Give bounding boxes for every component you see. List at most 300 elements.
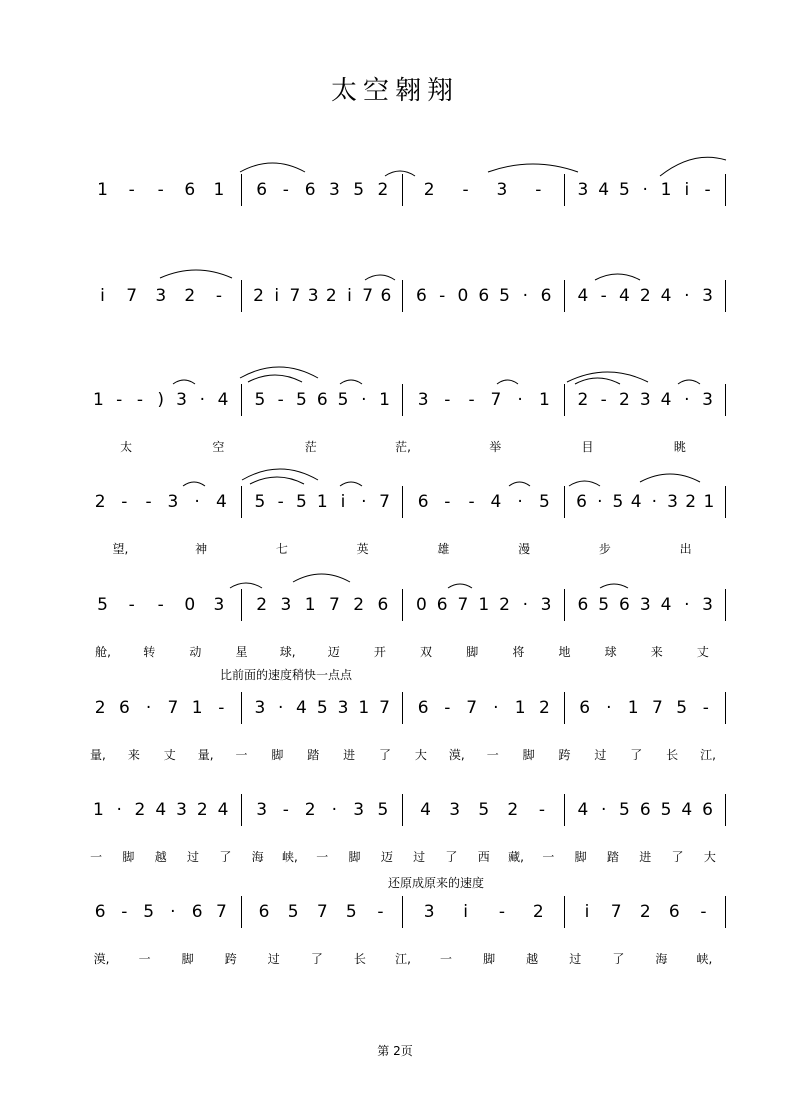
lyric-syllable: 量, bbox=[197, 748, 214, 762]
jianpu-note: - bbox=[282, 180, 289, 200]
slur-arc bbox=[600, 584, 628, 588]
lyric-syllable: 将 bbox=[512, 645, 525, 659]
jianpu-note: - bbox=[277, 390, 284, 410]
jianpu-note: 1 bbox=[304, 595, 316, 615]
jianpu-note: · bbox=[517, 492, 523, 512]
jianpu-note: · bbox=[522, 595, 529, 615]
jianpu-note: · bbox=[199, 390, 206, 410]
jianpu-note: 7 bbox=[167, 698, 179, 718]
jianpu-note: 4 bbox=[217, 800, 229, 820]
lyric-syllable: 越 bbox=[526, 952, 539, 966]
lyric-syllable: 越 bbox=[154, 850, 167, 864]
bar-line bbox=[241, 692, 242, 724]
jianpu-note: - bbox=[121, 492, 128, 512]
jianpu-note: - bbox=[444, 390, 451, 410]
slur-arc bbox=[183, 482, 205, 486]
jianpu-note: 4 bbox=[215, 492, 227, 512]
slur-arc bbox=[595, 274, 640, 280]
jianpu-note: 6 bbox=[417, 492, 429, 512]
jianpu-note: 5 bbox=[676, 698, 688, 718]
bar-line bbox=[725, 692, 726, 724]
jianpu-note: 6 bbox=[619, 595, 630, 615]
jianpu-note: - bbox=[444, 698, 451, 718]
jianpu-note: 3 bbox=[155, 286, 167, 306]
jianpu-note: 4 bbox=[681, 800, 693, 820]
lyric-syllable: 过 bbox=[569, 952, 582, 966]
jianpu-note: 5 bbox=[499, 286, 510, 306]
tempo-note-restore: 还原成原来的速度 bbox=[388, 876, 485, 890]
bar-line bbox=[725, 896, 726, 928]
slur-arc bbox=[385, 171, 415, 176]
lyric-syllable: 举 bbox=[489, 440, 502, 454]
jianpu-note: 6 bbox=[540, 286, 552, 306]
score-system bbox=[0, 800, 790, 880]
jianpu-note: 3 bbox=[702, 595, 713, 615]
jianpu-note: 3 bbox=[667, 492, 678, 512]
jianpu-note: 2 bbox=[639, 286, 651, 306]
lyric-syllable: 英 bbox=[356, 542, 369, 556]
jianpu-note: 1 bbox=[660, 180, 672, 200]
bar-line bbox=[725, 384, 726, 416]
jianpu-note: 4 bbox=[598, 180, 610, 200]
jianpu-note: 0 bbox=[457, 286, 469, 306]
bar-line bbox=[402, 692, 403, 724]
jianpu-note: 3 bbox=[176, 800, 187, 820]
jianpu-note: 5 bbox=[296, 390, 307, 410]
jianpu-note: - bbox=[535, 180, 542, 200]
jianpu-note: 7 bbox=[490, 390, 502, 410]
jianpu-note: 3 bbox=[307, 286, 319, 306]
bar-line bbox=[241, 794, 242, 826]
bar-line bbox=[725, 280, 726, 312]
slur-arc bbox=[340, 380, 362, 384]
jianpu-note: 6 bbox=[417, 698, 429, 718]
jianpu-note: 6 bbox=[668, 902, 680, 922]
jianpu-note: 4 bbox=[296, 698, 307, 718]
jianpu-note: 7 bbox=[126, 286, 138, 306]
jianpu-note: 6 bbox=[377, 595, 389, 615]
jianpu-note: 3 bbox=[328, 180, 340, 200]
bar-line bbox=[241, 589, 242, 621]
jianpu-note: 2 bbox=[253, 286, 264, 306]
jianpu-note: 5 bbox=[353, 180, 365, 200]
bar-line bbox=[725, 589, 726, 621]
bar-line bbox=[725, 174, 726, 206]
bar-line bbox=[725, 486, 726, 518]
bar-line bbox=[564, 589, 565, 621]
jianpu-note: 0 bbox=[415, 595, 427, 615]
jianpu-note: i bbox=[463, 902, 468, 922]
bar-line bbox=[402, 896, 403, 928]
jianpu-note: 4 bbox=[155, 800, 167, 820]
jianpu-note: - bbox=[377, 902, 384, 922]
lyric-syllable: 一 bbox=[486, 748, 499, 762]
jianpu-note: 6 bbox=[256, 180, 268, 200]
jianpu-note: 6 bbox=[191, 902, 203, 922]
lyric-syllable: 七 bbox=[275, 542, 288, 556]
lyric-syllable: 漠, bbox=[448, 748, 465, 762]
lyric-syllable: 茫, bbox=[395, 440, 411, 454]
lyric-syllable: 星 bbox=[235, 645, 248, 659]
jianpu-note: 3 bbox=[449, 800, 461, 820]
slur-arc bbox=[497, 380, 518, 384]
jianpu-note: 5 bbox=[337, 390, 349, 410]
jianpu-note: 2 bbox=[94, 492, 106, 512]
jianpu-note: 5 bbox=[598, 595, 610, 615]
jianpu-note: · bbox=[517, 390, 523, 410]
jianpu-note: 7 bbox=[466, 698, 478, 718]
jianpu-note: 6 bbox=[577, 595, 589, 615]
score-system bbox=[0, 595, 790, 675]
jianpu-note: 1 bbox=[514, 698, 526, 718]
lyric-syllable: 了 bbox=[219, 850, 232, 864]
jianpu-note: - bbox=[462, 180, 469, 200]
slur-arc bbox=[248, 375, 302, 382]
score-system bbox=[0, 902, 790, 982]
jianpu-note: 3 bbox=[353, 800, 365, 820]
jianpu-note: 4 bbox=[577, 800, 589, 820]
jianpu-note: - bbox=[468, 390, 475, 410]
jianpu-note: 4 bbox=[660, 595, 672, 615]
jianpu-note: 3 bbox=[702, 286, 713, 306]
lyric-syllable: 来 bbox=[127, 748, 140, 762]
lyric-syllable: 脚 bbox=[348, 850, 361, 864]
slur-arc bbox=[567, 372, 648, 382]
jianpu-note: - bbox=[121, 902, 128, 922]
slur-arc bbox=[250, 477, 304, 484]
bar-line bbox=[564, 692, 565, 724]
score-system bbox=[0, 698, 790, 778]
jianpu-note: 3 bbox=[167, 492, 179, 512]
jianpu-note: 3 bbox=[417, 390, 429, 410]
slur-arc bbox=[569, 481, 600, 486]
jianpu-note: 2 bbox=[532, 902, 544, 922]
jianpu-note: - bbox=[704, 180, 711, 200]
jianpu-note: · bbox=[170, 902, 176, 922]
lyric-syllable: 跨 bbox=[558, 748, 571, 762]
jianpu-note: 3 bbox=[540, 595, 552, 615]
jianpu-note: 7 bbox=[379, 698, 390, 718]
jianpu-note: 7 bbox=[215, 902, 227, 922]
jianpu-note: 6 bbox=[316, 390, 328, 410]
jianpu-note: 4 bbox=[577, 286, 589, 306]
lyric-syllable: 大 bbox=[414, 748, 427, 762]
jianpu-note: 7 bbox=[316, 902, 328, 922]
jianpu-note: 5 bbox=[287, 902, 299, 922]
jianpu-note: 7 bbox=[610, 902, 622, 922]
jianpu-note: · bbox=[194, 492, 200, 512]
jianpu-note: 1 bbox=[213, 180, 225, 200]
jianpu-note: 6 bbox=[478, 286, 490, 306]
jianpu-note: 3 bbox=[176, 390, 187, 410]
slur-arc bbox=[640, 474, 700, 482]
lyric-syllable: 一 bbox=[90, 850, 103, 864]
jianpu-note: 5 bbox=[612, 492, 624, 512]
slur-arc bbox=[230, 583, 262, 588]
jianpu-note: · bbox=[493, 698, 499, 718]
jianpu-note: · bbox=[684, 390, 690, 410]
jianpu-note: 2 bbox=[94, 698, 106, 718]
lyric-syllable: 踏 bbox=[606, 850, 619, 864]
lyric-syllable: 过 bbox=[267, 952, 280, 966]
jianpu-note: 3 bbox=[423, 902, 435, 922]
jianpu-note: i bbox=[340, 492, 346, 512]
jianpu-note: · bbox=[600, 800, 607, 820]
slur-arc bbox=[293, 574, 350, 582]
jianpu-note: 6 bbox=[118, 698, 130, 718]
jianpu-note: 2 bbox=[639, 902, 651, 922]
bar-line bbox=[402, 589, 403, 621]
jianpu-note: 6 bbox=[579, 698, 591, 718]
jianpu-note: 7 bbox=[362, 286, 374, 306]
jianpu-note: 1 bbox=[478, 595, 490, 615]
jianpu-note: 5 bbox=[345, 902, 357, 922]
jianpu-note: 3 bbox=[702, 390, 713, 410]
lyric-syllable: 开 bbox=[373, 645, 386, 659]
lyric-syllable: 进 bbox=[639, 850, 652, 864]
jianpu-note: · bbox=[116, 800, 122, 820]
jianpu-note: 6 bbox=[258, 902, 270, 922]
jianpu-note: 7 bbox=[289, 286, 301, 306]
bar-line bbox=[564, 174, 565, 206]
slur-arc bbox=[660, 157, 726, 176]
bar-line bbox=[241, 384, 242, 416]
jianpu-note: · bbox=[684, 595, 690, 615]
bar-line bbox=[241, 280, 242, 312]
jianpu-note: 3 bbox=[639, 595, 651, 615]
jianpu-note: 5 bbox=[97, 595, 108, 615]
jianpu-note: ) bbox=[157, 390, 165, 410]
jianpu-note: 2 bbox=[499, 595, 510, 615]
lyric-syllable: 迈 bbox=[380, 850, 393, 864]
jianpu-note: · bbox=[361, 492, 367, 512]
jianpu-note: - bbox=[444, 492, 451, 512]
slur-arc bbox=[240, 367, 318, 378]
jianpu-note: - bbox=[600, 286, 607, 306]
jianpu-note: 2 bbox=[423, 180, 435, 200]
score-system bbox=[0, 180, 790, 260]
jianpu-note: - bbox=[128, 180, 135, 200]
lyric-syllable: 出 bbox=[679, 542, 692, 556]
lyric-syllable: 海 bbox=[251, 850, 264, 864]
slur-arc bbox=[575, 378, 620, 384]
jianpu-note: · bbox=[145, 698, 152, 718]
jianpu-note: · bbox=[277, 698, 284, 718]
jianpu-note: 2 bbox=[256, 595, 268, 615]
lyric-syllable: 太 bbox=[120, 440, 133, 454]
jianpu-note: 3 bbox=[280, 595, 292, 615]
lyric-syllable: 峡, bbox=[696, 952, 713, 966]
lyric-syllable: 了 bbox=[310, 952, 323, 966]
lyric-syllable: 脚 bbox=[181, 952, 194, 966]
jianpu-note: 6 bbox=[94, 902, 106, 922]
jianpu-note: 6 bbox=[436, 595, 448, 615]
jianpu-note: 6 bbox=[702, 800, 713, 820]
slur-arc bbox=[365, 275, 395, 280]
jianpu-note: 1 bbox=[92, 800, 104, 820]
bar-line bbox=[725, 794, 726, 826]
jianpu-note: - bbox=[538, 800, 545, 820]
lyric-syllable: 舱, bbox=[95, 645, 111, 659]
bar-line bbox=[402, 486, 403, 518]
score-system bbox=[0, 286, 790, 366]
jianpu-note: - bbox=[277, 492, 284, 512]
lyric-syllable: 漠, bbox=[93, 952, 110, 966]
lyric-syllable: 过 bbox=[413, 850, 426, 864]
lyric-syllable: 丈 bbox=[696, 645, 709, 659]
jianpu-note: 3 bbox=[256, 800, 268, 820]
slur-arc bbox=[160, 270, 232, 278]
jianpu-note: 1 bbox=[627, 698, 639, 718]
lyric-syllable: 进 bbox=[343, 748, 356, 762]
jianpu-note: 6 bbox=[576, 492, 587, 512]
jianpu-note: - bbox=[145, 492, 152, 512]
bar-line bbox=[564, 794, 565, 826]
bar-line bbox=[241, 486, 242, 518]
jianpu-note: 2 bbox=[377, 180, 389, 200]
jianpu-note: 1 bbox=[379, 390, 390, 410]
jianpu-note: 6 bbox=[304, 180, 316, 200]
jianpu-note: 3 bbox=[213, 595, 225, 615]
lyric-syllable: 踏 bbox=[307, 748, 320, 762]
jianpu-note: - bbox=[702, 698, 709, 718]
lyric-syllable: 脚 bbox=[574, 850, 587, 864]
jianpu-note: 2 bbox=[538, 698, 550, 718]
jianpu-note: 5 bbox=[660, 800, 672, 820]
jianpu-note: · bbox=[606, 698, 612, 718]
jianpu-note: 2 bbox=[619, 390, 630, 410]
jianpu-note: 1 bbox=[191, 698, 203, 718]
jianpu-note: - bbox=[128, 595, 135, 615]
jianpu-note: 3 bbox=[639, 390, 651, 410]
bar-line bbox=[402, 794, 403, 826]
bar-line bbox=[241, 174, 242, 206]
lyric-syllable: 西 bbox=[477, 850, 490, 864]
jianpu-note: 1 bbox=[538, 390, 550, 410]
lyric-syllable: 漫 bbox=[518, 542, 531, 556]
jianpu-note: - bbox=[215, 286, 222, 306]
jianpu-note: - bbox=[157, 595, 164, 615]
bar-line bbox=[241, 896, 242, 928]
lyric-syllable: 来 bbox=[650, 645, 663, 659]
lyric-syllable: 脚 bbox=[271, 748, 284, 762]
lyric-syllable: 了 bbox=[630, 748, 643, 762]
lyric-syllable: 双 bbox=[420, 645, 433, 659]
bar-line bbox=[402, 280, 403, 312]
jianpu-note: 6 bbox=[380, 286, 392, 306]
jianpu-note: · bbox=[361, 390, 367, 410]
lyric-syllable: 了 bbox=[612, 952, 625, 966]
lyric-syllable: 脚 bbox=[122, 850, 135, 864]
lyric-syllable: 长 bbox=[666, 748, 679, 762]
jianpu-note: 7 bbox=[379, 492, 390, 512]
jianpu-note: · bbox=[331, 800, 338, 820]
jianpu-note: 6 bbox=[184, 180, 196, 200]
lyric-syllable: 了 bbox=[379, 748, 392, 762]
slur-arc bbox=[340, 482, 362, 486]
jianpu-note: 4 bbox=[420, 800, 431, 820]
jianpu-note: 5 bbox=[316, 698, 328, 718]
jianpu-note: 4 bbox=[660, 286, 672, 306]
jianpu-note: 0 bbox=[184, 595, 196, 615]
jianpu-note: 7 bbox=[328, 595, 340, 615]
jianpu-note: 3 bbox=[337, 698, 349, 718]
jianpu-note: 6 bbox=[639, 800, 651, 820]
jianpu-note: - bbox=[468, 492, 475, 512]
jianpu-note: 2 bbox=[184, 286, 196, 306]
lyric-syllable: 跨 bbox=[224, 952, 237, 966]
bar-line bbox=[564, 896, 565, 928]
lyric-syllable: 江, bbox=[395, 952, 411, 966]
lyric-syllable: 动 bbox=[189, 645, 202, 659]
jianpu-note: i bbox=[584, 902, 590, 922]
bar-line bbox=[402, 384, 403, 416]
page-number: 第 2页 bbox=[377, 1044, 413, 1058]
lyric-syllable: 茫 bbox=[304, 440, 317, 454]
jianpu-note: 2 bbox=[304, 800, 316, 820]
jianpu-note: 2 bbox=[353, 595, 365, 615]
lyric-syllable: 望, bbox=[112, 542, 129, 556]
lyric-syllable: 江, bbox=[700, 748, 716, 762]
jianpu-note: 5 bbox=[143, 902, 155, 922]
score-system bbox=[0, 492, 790, 572]
bar-line bbox=[564, 280, 565, 312]
jianpu-note: 5 bbox=[377, 800, 389, 820]
jianpu-note: · bbox=[651, 492, 658, 512]
lyric-syllable: 球, bbox=[279, 645, 296, 659]
lyric-syllable: 神 bbox=[195, 542, 208, 556]
lyric-syllable: 转 bbox=[143, 645, 156, 659]
jianpu-note: i bbox=[347, 286, 352, 306]
jianpu-note: 4 bbox=[619, 286, 630, 306]
jianpu-note: · bbox=[642, 180, 648, 200]
lyric-syllable: 地 bbox=[558, 645, 571, 659]
lyric-syllable: 海 bbox=[655, 952, 668, 966]
jianpu-note: 2 bbox=[196, 800, 208, 820]
jianpu-note: - bbox=[218, 698, 225, 718]
lyric-syllable: 眺 bbox=[673, 440, 686, 454]
jianpu-note: 1 bbox=[703, 492, 715, 512]
jianpu-note: 2 bbox=[325, 286, 337, 306]
jianpu-note: 2 bbox=[507, 800, 519, 820]
lyric-syllable: 藏, bbox=[508, 850, 524, 864]
lyric-syllable: 球 bbox=[604, 645, 617, 659]
slur-arc bbox=[173, 380, 195, 384]
lyric-syllable: 脚 bbox=[522, 748, 535, 762]
lyric-syllable: 一 bbox=[440, 952, 453, 966]
jianpu-note: 7 bbox=[651, 698, 663, 718]
jianpu-note: · bbox=[597, 492, 603, 512]
jianpu-note: - bbox=[116, 390, 123, 410]
jianpu-note: i bbox=[274, 286, 280, 306]
slur-arc bbox=[240, 163, 305, 172]
lyric-syllable: 峡, bbox=[282, 850, 298, 864]
slur-arc bbox=[678, 380, 700, 384]
lyric-syllable: 一 bbox=[316, 850, 329, 864]
jianpu-note: - bbox=[136, 390, 144, 410]
score-system bbox=[0, 390, 790, 470]
jianpu-note: 4 bbox=[660, 390, 672, 410]
jianpu-note: 2 bbox=[134, 800, 146, 820]
lyric-syllable: 脚 bbox=[483, 952, 496, 966]
jianpu-note: 4 bbox=[630, 492, 642, 512]
jianpu-note: 5 bbox=[478, 800, 490, 820]
lyric-syllable: 了 bbox=[445, 850, 458, 864]
lyric-syllable: 量, bbox=[90, 748, 106, 762]
song-title: 太空翱翔 bbox=[330, 76, 459, 106]
bar-line bbox=[564, 384, 565, 416]
jianpu-note: 6 bbox=[415, 286, 427, 306]
